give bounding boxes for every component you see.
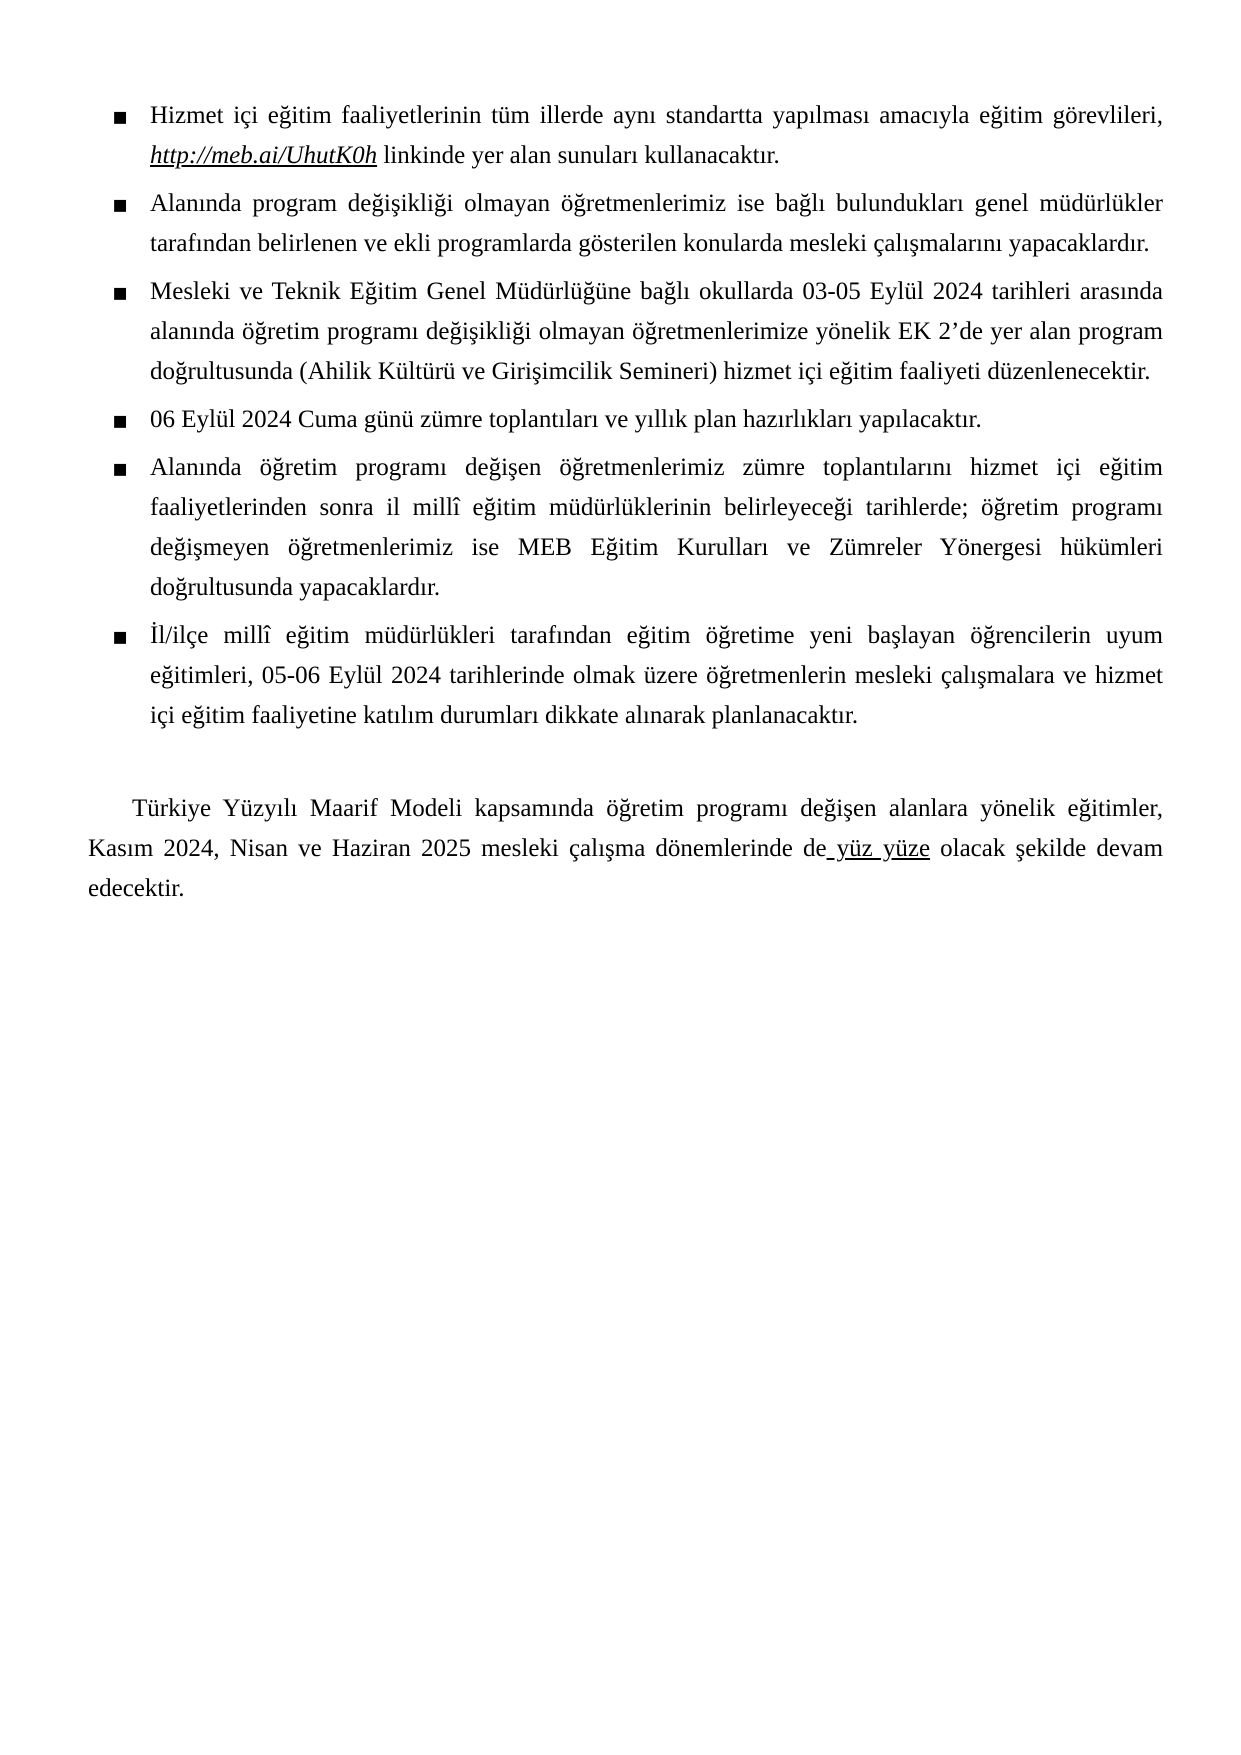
bullet-item-orientation-trainings: [88, 616, 1163, 736]
bullet-item-no-program-change: [88, 184, 1163, 264]
closing-paragraph: [88, 789, 1163, 909]
bullet-text: 06 Eylül 2024 Cuma günü zümre toplantıları ve yıllık plan hazırlıkları yapılacaktır.: [150, 406, 982, 433]
bullet-item-vocational-technical: [88, 272, 1163, 392]
square-bullet-icon: ▪: [112, 454, 129, 482]
square-bullet-icon: ▪: [112, 278, 129, 306]
bullet-text-post-link: linkinde yer alan sunuları kullanacaktır.: [377, 142, 780, 169]
square-bullet-icon: ▪: [112, 102, 129, 130]
bullet-item-training-presentations: [88, 96, 1163, 176]
bullet-text: Mesleki ve Teknik Eğitim Genel Müdürlüğüne bağlı okullarda 03-05 Eylül 2024 tarihleri arasında alanında öğretim programı değişikliği olmayan öğretmenlerimize yönelik EK 2’de yer alan program doğrultusunda (Ahilik Kültürü ve Girişimcilik Semineri) hizmet içi eğitim faaliyeti düzenlenecektir.: [150, 278, 1163, 385]
bullet-text: İl/ilçe millî eğitim müdürlükleri tarafından eğitim öğretime yeni başlayan öğrencilerin uyum eğitimleri, 05-06 Eylül 2024 tarihlerinde olmak üzere öğretmenlerin mesleki çalışmalara ve hizmet içi eğitim faaliyetine katılım durumları dikkate alınarak planlanacaktır.: [150, 622, 1163, 729]
square-bullet-icon: ▪: [112, 190, 129, 218]
bullet-text: Alanında öğretim programı değişen öğretmenlerimiz zümre toplantılarını hizmet içi eğitim faaliyetlerinden sonra il millî eğitim müdürlüklerinin belirleyeceği tarihlerde; öğretim programı değişmeyen öğretmenlerimiz ise MEB Eğitim Kurulları ve Zümreler Yönergesi hükümleri doğrultusunda yapacaklardır.: [150, 454, 1163, 601]
square-bullet-icon: ▪: [112, 406, 129, 434]
underlined-phrase-yuz-yuze: yüz yüze: [826, 835, 931, 862]
bullet-item-changed-program-teachers: [88, 448, 1163, 608]
bullet-text-pre-link: Hizmet içi eğitim faaliyetlerinin tüm illerde aynı standartta yapılması amacıyla eğitim görevlileri,: [150, 102, 1163, 129]
bullet-list: [88, 96, 1163, 736]
bullet-text: Alanında program değişikliği olmayan öğretmenlerimiz ise bağlı bulundukları genel müdürlükler tarafından belirlenen ve ekli programlarda gösterilen konularda mesleki çalışmalarını yapacaklardır.: [150, 190, 1163, 257]
meb-presentations-link[interactable]: http://meb.ai/UhutK0h: [150, 142, 378, 169]
bullet-item-zumre-meetings: [88, 400, 1163, 440]
closing-text-after: olacak şekilde devam edecektir.: [88, 835, 1164, 902]
square-bullet-icon: ▪: [112, 622, 129, 650]
closing-text-before: Türkiye Yüzyılı Maarif Modeli kapsamında öğretim programı değişen alanlara yönelik eğitimler, Kasım 2024, Nisan ve Haziran 2025 mesleki çalışma dönemlerinde de: [88, 795, 1163, 862]
